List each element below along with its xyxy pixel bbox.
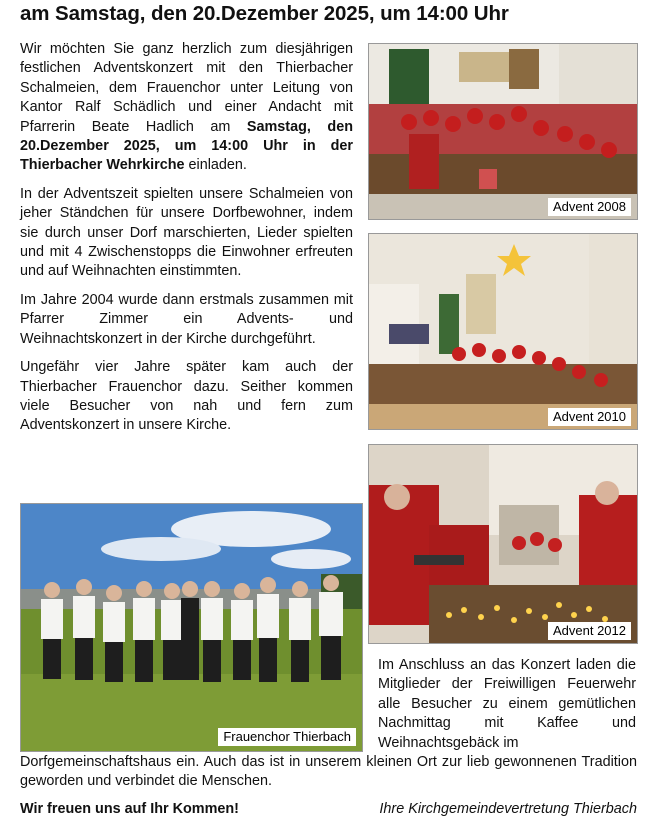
article-left-column	[20, 40, 353, 445]
photo-advent-2008	[368, 43, 638, 220]
photo-frauenchor	[20, 503, 363, 752]
intro-bold-date: Samstag, den 20.Dezember 2025, um 14:00 Uhr in der Thierbacher Wehrkirche	[20, 118, 353, 174]
photo-advent-2010	[368, 233, 638, 430]
church-concert-image	[369, 445, 637, 643]
closing-signature: Ihre Kirchgemeindevertretung Thierbach	[379, 801, 637, 817]
caption-advent-2010: Advent 2010	[548, 408, 631, 426]
closing-greeting: Wir freuen uns auf Ihr Kommen!	[20, 801, 239, 817]
photo-advent-2012	[368, 444, 638, 644]
paragraph-schalmeien: In der Adventszeit spielten unsere Schalmeien von jeher Ständchen für unsere Dorfbewohner, indem sie durch unser Dorf marschierten, Lieder spielten und mit 4 Zwischenstopps die Einwohner erfreuten und auf Weihnachten einstimmten.	[20, 185, 353, 280]
caption-frauenchor: Frauenchor Thierbach	[218, 728, 356, 746]
paragraph-frauenchor: Ungefähr vier Jahre später kam auch der Thierbacher Frauenchor dazu. Seither kommen viele Besucher von nah und fern zum Adventskonzert in unsere Kirche.	[20, 359, 353, 434]
caption-advent-2012: Advent 2012	[548, 622, 631, 640]
intro-paragraph	[20, 40, 353, 176]
closing-paragraph-full: Dorfgemeinschaftshaus ein. Auch das ist in unserem kleinen Ort zur lieb gewonnenen Tradition geworden und verbindet die Menschen.	[20, 754, 637, 790]
headline: am Samstag, den 20.Dezember 2025, um 14:00 Uhr	[20, 2, 509, 25]
paragraph-2004: Im Jahre 2004 wurde dann erstmals zusammen mit Pfarrer Zimmer ein Advents- und Weihnachtskonzert in der Kirche durchgeführt.	[20, 291, 353, 347]
choir-group-image	[21, 504, 362, 751]
closing-paragraph-right: Im Anschluss an das Konzert laden die Mitglieder der Freiwilligen Feuerwehr alle Besucher zu einem gemütlichen Nachmittag mit Kaffee und Weihnachtsgebäck im	[378, 657, 636, 751]
church-concert-image	[369, 234, 637, 429]
church-concert-image	[369, 44, 637, 219]
intro-text-end: einladen.	[184, 157, 247, 174]
caption-advent-2008: Advent 2008	[548, 198, 631, 216]
intro-text: Wir möchten Sie ganz herzlich zum diesjährigen festlichen Adventskonzert mit den Thierbacher Schalmeien, dem Frauenchor unter Leitung von Kantor Ralf Schädlich und einer Andacht mit Pfarrerin Beate Hadlich am	[20, 41, 353, 135]
